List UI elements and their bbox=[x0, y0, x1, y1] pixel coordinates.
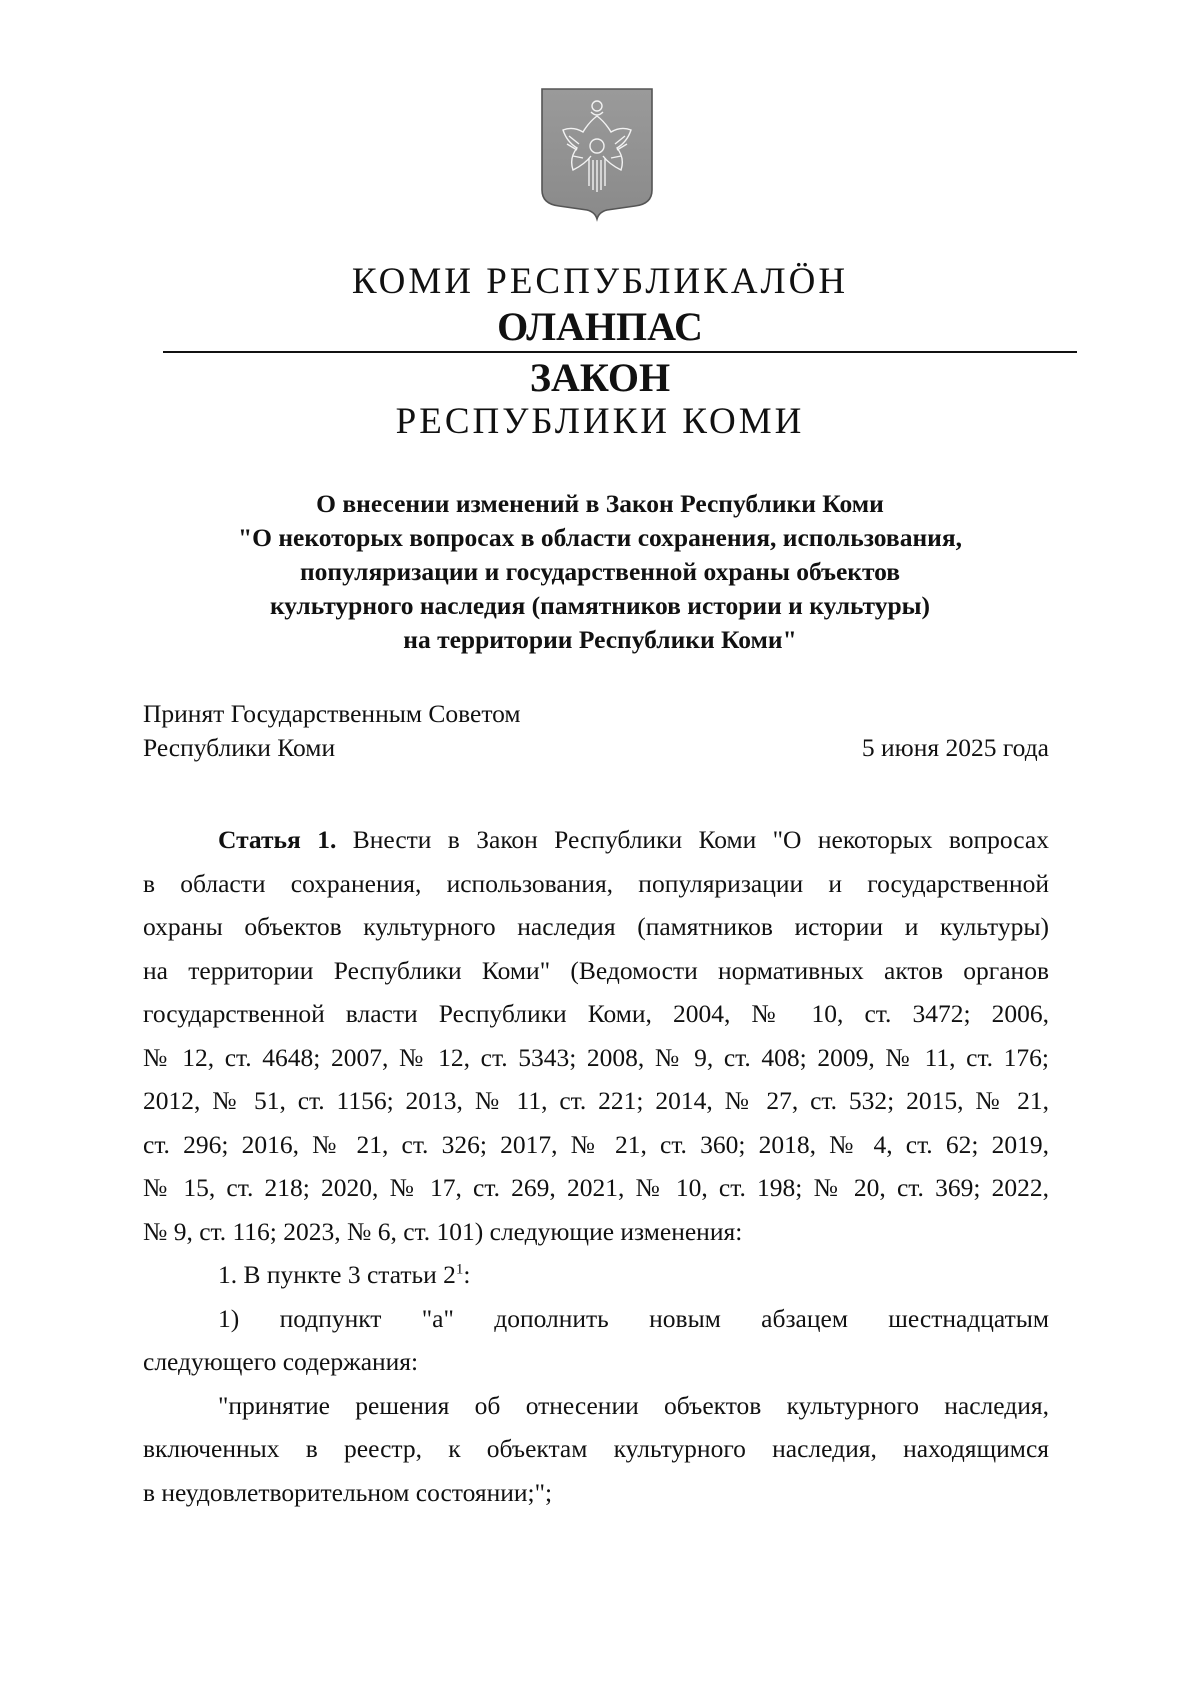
law-body bbox=[143, 818, 1049, 1514]
law-title-line: "О некоторых вопросах в области сохранения, использования, bbox=[237, 523, 962, 552]
article-1-line: № 9, ст. 116; 2023, № 6, ст. 101) следующие изменения: bbox=[143, 1216, 743, 1246]
article-1-line: 2012, № 51, ст. 1156; 2013, № 11, ст. 221; 2014, № 27, ст. 532; 2015, № 21, bbox=[143, 1086, 1049, 1115]
header-olanpas: ОЛАНПАС bbox=[497, 304, 703, 349]
law-title-line: О внесении изменений в Закон Республики Коми bbox=[316, 489, 884, 518]
law-title-line: культурного наследия (памятников истории и культуры) bbox=[269, 591, 931, 620]
header-law: ЗАКОН bbox=[529, 355, 671, 400]
quote-1-line: в неудовлетворительном состоянии;"; bbox=[143, 1477, 553, 1507]
article-1-line: № 15, ст. 218; 2020, № 17, ст. 269, 2021, № 10, ст. 198; № 20, ст. 369; 2022, bbox=[143, 1173, 1049, 1202]
subitem-1-line: 1) подпункт "а" дополнить новым абзацем шестнадцатым bbox=[218, 1303, 1049, 1333]
coat-of-arms-emblem bbox=[539, 86, 655, 222]
adoption-date: 5 июня 2025 года bbox=[861, 733, 1049, 762]
header-republic-komi: РЕСПУБЛИКИ КОМИ bbox=[395, 401, 805, 442]
law-title-line: популяризации и государственной охраны объектов bbox=[299, 557, 901, 586]
quote-1-line: "принятие решения об отнесении объектов культурного наследия, bbox=[218, 1390, 1049, 1420]
article-1-paragraph bbox=[143, 818, 1049, 1253]
subitem-1-paragraph bbox=[143, 1297, 1049, 1384]
adoption-line: Республики Коми bbox=[143, 733, 336, 762]
header-komi-republic: КОМИ РЕСПУБЛИКАЛÖН bbox=[351, 261, 849, 302]
law-title bbox=[100, 487, 1100, 657]
article-1-label: Статья 1. bbox=[218, 825, 337, 854]
law-title-line: на территории Республики Коми" bbox=[403, 625, 797, 654]
quote-1-paragraph bbox=[143, 1384, 1049, 1515]
article-1-line: ст. 296; 2016, № 21, ст. 326; 2017, № 21, ст. 360; 2018, № 4, ст. 62; 2019, bbox=[143, 1129, 1049, 1159]
item-1-paragraph: 1. В пункте 3 статьи $2^1$: bbox=[218, 1260, 471, 1289]
article-1-line: в области сохранения, использования, популяризации и государственной bbox=[143, 868, 1049, 898]
article-1-line: охраны объектов культурного наследия (памятников истории и культуры) bbox=[143, 912, 1049, 941]
article-1-line: на территории Республики Коми" (Ведомости нормативных актов органов bbox=[143, 955, 1049, 985]
quote-1-line: включенных в реестр, к объектам культурного наследия, находящимся bbox=[143, 1434, 1049, 1463]
article-1-line: № 12, ст. 4648; 2007, № 12, ст. 5343; 2008, № 9, ст. 408; 2009, № 11, ст. 176; bbox=[143, 1042, 1049, 1072]
adoption-statement bbox=[143, 697, 521, 765]
article-1-line: Статья 1. Внести в Закон Республики Коми "О некоторых вопросах bbox=[218, 825, 1049, 854]
item-1-superscript: 1 bbox=[455, 1261, 464, 1278]
subitem-1-line: следующего содержания: bbox=[143, 1347, 419, 1376]
adoption-line: Принят Государственным Советом bbox=[143, 699, 521, 728]
article-1-line: государственной власти Республики Коми, 2004, № 10, ст. 3472; 2006, bbox=[143, 999, 1049, 1028]
header-divider bbox=[163, 351, 1077, 353]
